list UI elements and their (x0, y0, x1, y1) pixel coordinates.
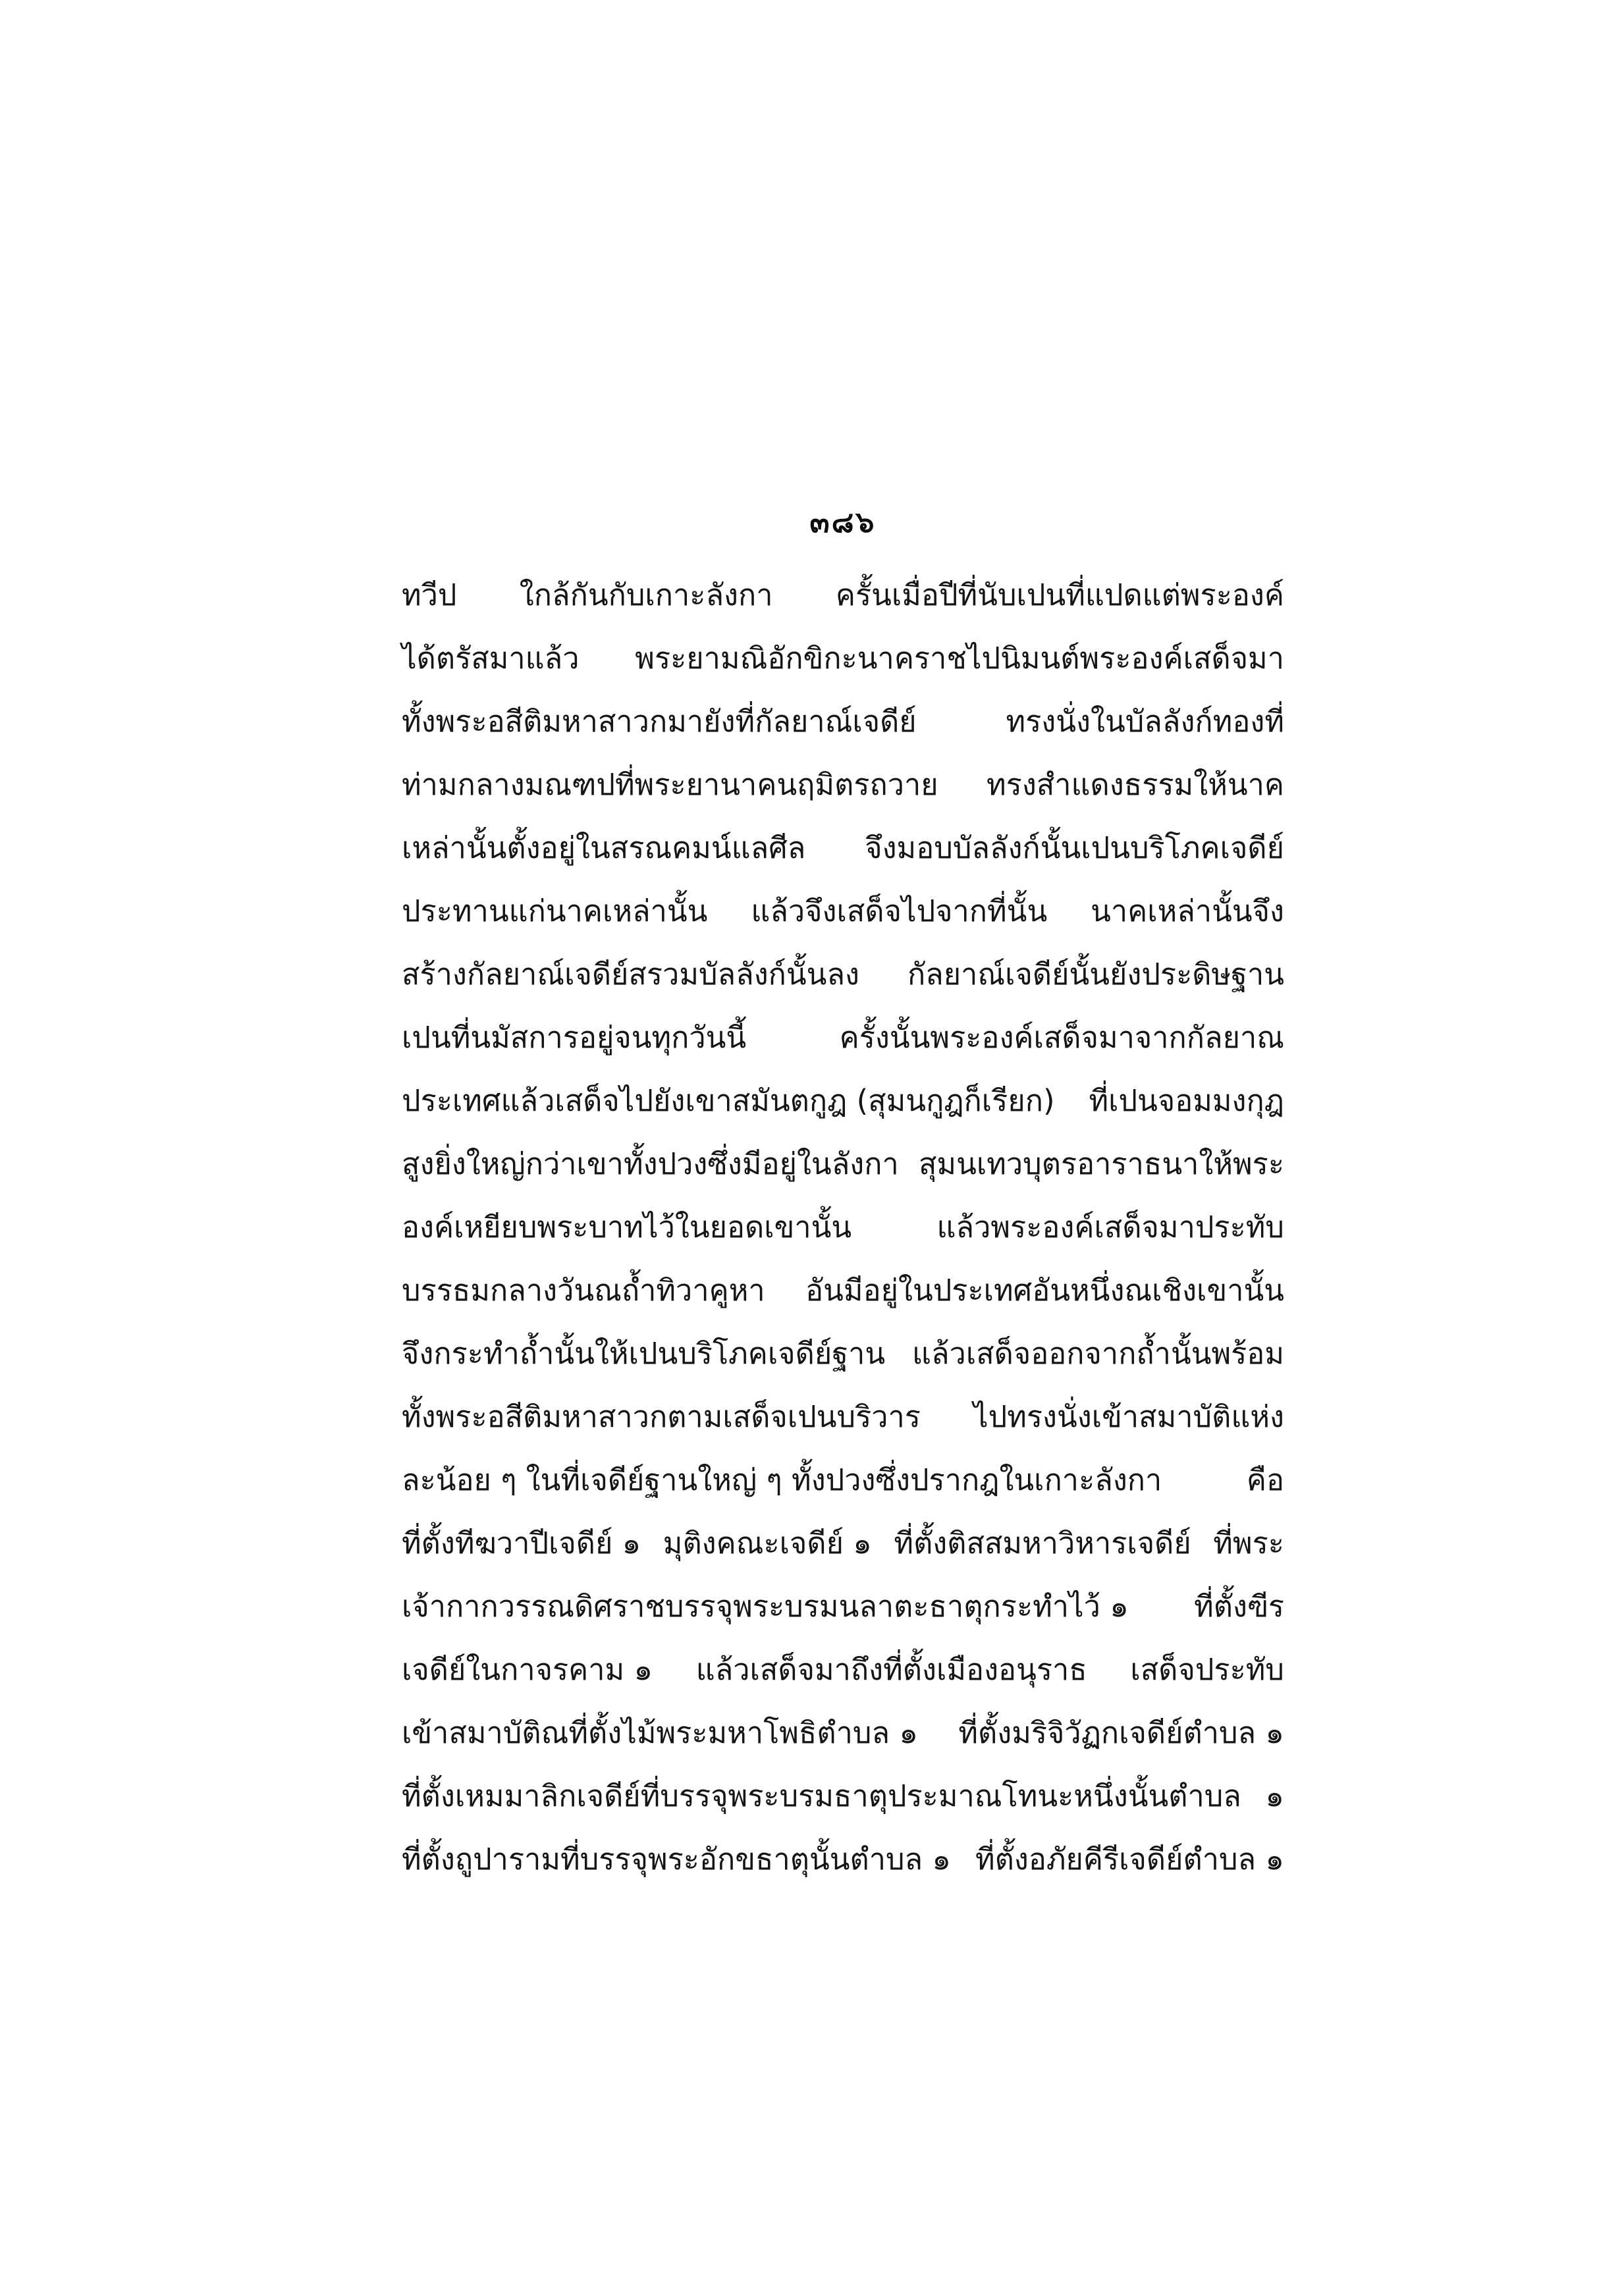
text-segment: ทั้งพระอสีติมหาสาวกมายังที่กัลยาณ์เจดีย์ (402, 704, 917, 739)
text-segment: เหล่านั้นตั้งอยู่ในสรณคมน์แลศีล (402, 830, 806, 865)
text-segment: เข้าสมาบัติณที่ตั้งไม้พระมหาโพธิตำบล ๑ (402, 1715, 918, 1750)
text-line (402, 753, 1284, 816)
text-segment: มุติงคณะเจดีย์ ๑ (662, 1526, 872, 1561)
text-segment: แล้วเสด็จออกจากถ้ำนั้นพร้อม (911, 1336, 1284, 1371)
text-segment: คือ (1246, 1462, 1284, 1497)
text-segment: ที่เปนจอมมงกุฎ (1089, 1083, 1284, 1118)
text-line (402, 1385, 1284, 1449)
text-segment: อันมีอยู่ในประเทศอันหนึ่งณเชิงเขานั้น (805, 1273, 1284, 1308)
text-segment: ประเทศแล้วเสด็จไปยังเขาสมันตกูฎ (สุมนกูฎก็เรียก) (402, 1083, 1055, 1118)
text-segment: เปนที่นมัสการอยู่จนทุกวันนี้ (402, 1020, 747, 1055)
text-segment: บรรธมกลางวันณถ้ำทิวาคูหา (402, 1273, 765, 1308)
text-line (402, 943, 1284, 1006)
text-segment: ที่ตั้งเหมมาลิกเจดีย์ที่บรรจุพระบรมธาตุประมาณโทนะหนึ่งนั้นตำบล (402, 1778, 1241, 1813)
text-segment: สุมนเทวบุตรอาราธนาให้พระ (918, 1146, 1284, 1181)
text-segment: ละน้อย ๆ ในที่เจดีย์ฐานใหญ่ ๆ ทั้งปวงซึ่งปรากฎในเกาะลังกา (402, 1462, 1162, 1497)
text-segment: แล้วพระองค์เสด็จมาประทับ (936, 1210, 1284, 1244)
text-segment: พระยามณิอักขิกะนาคราชไปนิมนต์พระองค์เสด็จมา (635, 641, 1284, 676)
text-line (402, 1069, 1284, 1133)
text-segment: ครั้งนั้นพระองค์เสด็จมาจากกัลยาณ (839, 1020, 1284, 1055)
text-line (402, 1701, 1284, 1765)
text-segment: ที่ตั้งฃีร (1194, 1589, 1284, 1624)
text-segment: ๑ (1265, 1778, 1284, 1813)
text-segment: ได้ตรัสมาแล้ว (402, 641, 580, 676)
text-segment: ทั้งพระอสีติมหาสาวกตามเสด็จเปนบริวาร (402, 1399, 921, 1434)
text-segment: จึงกระทำถ้ำนั้นให้เปนบริโภคเจดีย์ฐาน (402, 1336, 886, 1371)
text-line (402, 1828, 1284, 1891)
text-line (402, 1765, 1284, 1828)
text-segment: นาคเหล่านั้นจึง (1091, 894, 1284, 928)
text-segment: เจดีย์ในกาจรคาม ๑ (402, 1652, 653, 1687)
text-line (402, 816, 1284, 880)
text-segment: องค์เหยียบพระบาทไว้ในยอดเขานั้น (402, 1210, 852, 1244)
text-segment: ไปทรงนั่งเข้าสมาบัติแห่ง (973, 1399, 1284, 1434)
text-line (402, 1638, 1284, 1701)
text-block (402, 564, 1284, 1891)
text-segment: จึงมอบบัลลังก์นั้นเปนบริโภคเจดีย์ (865, 830, 1284, 865)
text-line (402, 1512, 1284, 1575)
text-line (402, 1133, 1284, 1196)
text-segment: ครั้นเมื่อปีที่นับเปนที่แปดแต่พระองค์ (835, 577, 1284, 612)
text-segment: กัลยาณ์เจดีย์นั้นยังประดิษฐาน (907, 957, 1284, 992)
text-segment: ที่ตั้งอภัยคีรีเจดีย์ตำบล ๑ (975, 1842, 1284, 1877)
text-segment: สร้างกัลยาณ์เจดีย์สรวมบัลลังก์นั้นลง (402, 957, 859, 992)
text-segment: ที่ตั้งทีฆวาปีเจดีย์ ๑ (402, 1526, 641, 1561)
text-segment: เสด็จประทับ (1130, 1652, 1284, 1687)
text-line (402, 1449, 1284, 1512)
text-segment: ที่พระ (1213, 1526, 1284, 1561)
text-line (402, 1259, 1284, 1322)
text-segment: ทรงสำแดงธรรมให้นาค (987, 767, 1284, 802)
text-line (402, 690, 1284, 753)
text-line (402, 1006, 1284, 1069)
text-line (402, 564, 1284, 627)
text-segment: แล้วจึงเสด็จไปจากที่นั้น (751, 894, 1048, 928)
text-segment: ที่ตั้งมริจิวัฏกเจดีย์ตำบล ๑ (958, 1715, 1284, 1750)
page-number: ๓๘๖ (809, 506, 877, 539)
text-segment: ทวีป (402, 577, 457, 612)
text-segment: ทรงนั่งในบัลลังก์ทองที่ (1006, 704, 1284, 739)
text-line (402, 627, 1284, 690)
text-segment: ใกล้กันกับเกาะลังกา (519, 577, 773, 612)
text-line (402, 880, 1284, 943)
text-line (402, 1322, 1284, 1385)
text-segment: สูงยิ่งใหญ่กว่าเขาทั้งปวงซึ่งมีอยู่ในลังกา (402, 1146, 899, 1181)
text-segment: ประทานแก่นาคเหล่านั้น (402, 894, 708, 928)
text-segment: ที่ตั้งถูปารามที่บรรจุพระอักขธาตุนั้นตำบล ๑ (402, 1842, 951, 1877)
text-segment: ท่ามกลางมณฑปที่พระยานาคนฤมิตรถวาย (402, 767, 938, 802)
text-segment: ที่ตั้งติสสมหาวิหารเจดีย์ (894, 1526, 1191, 1561)
text-segment: เจ้ากากวรรณดิศราชบรรจุพระบรมนลาตะธาตุกระทำไว้ ๑ (402, 1589, 1129, 1624)
text-line (402, 1575, 1284, 1638)
text-line (402, 1196, 1284, 1259)
text-segment: แล้วเสด็จมาถึงที่ตั้งเมืองอนุราธ (695, 1652, 1087, 1687)
